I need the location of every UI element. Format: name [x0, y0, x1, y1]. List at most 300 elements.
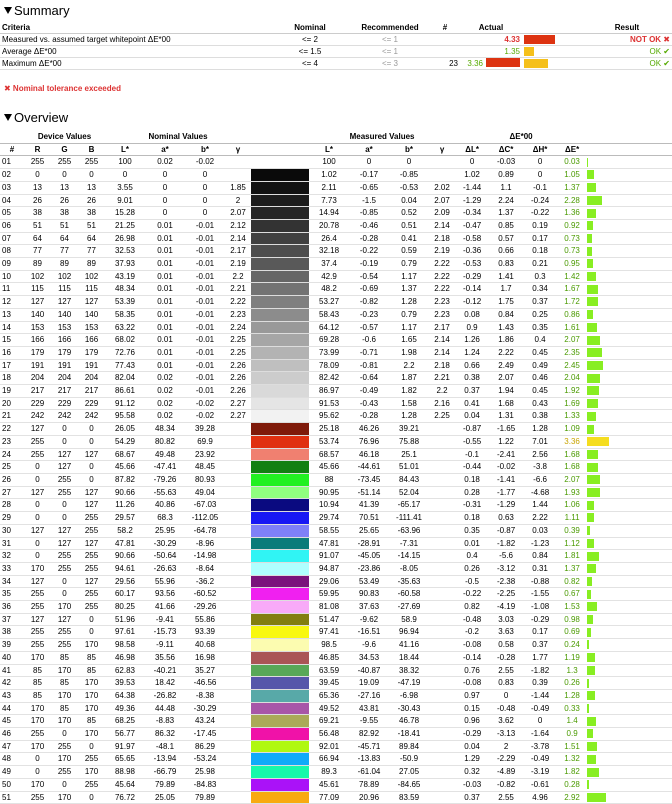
overview-col-header: #: [0, 143, 24, 156]
table-row: [0, 397, 672, 410]
measured-l: 100: [309, 156, 349, 169]
measured-b: -0.53: [389, 181, 429, 194]
delta-e: 1.51: [557, 740, 587, 753]
delta-l: -0.55: [455, 435, 489, 448]
color-swatch: [251, 270, 309, 283]
color-swatch: [251, 232, 309, 245]
measured-b: 83.59: [389, 791, 429, 804]
overview-col-header: B: [78, 143, 105, 156]
overview-table: [0, 131, 672, 804]
delta-h: 1.44: [523, 499, 557, 512]
measured-a: -40.87: [349, 664, 389, 677]
delta-l: -0.87: [455, 423, 489, 436]
delta-e-bar-cell: [587, 588, 672, 601]
nominal-l: 58.2: [105, 524, 145, 537]
patch-number: 06: [0, 219, 24, 232]
delta-e: 1.53: [557, 601, 587, 614]
device-b: 26: [78, 194, 105, 207]
measured-l: 1.02: [309, 169, 349, 182]
nominal-a: 0.01: [145, 270, 185, 283]
overview-heading[interactable]: [0, 109, 68, 127]
nominal-gamma: 2.12: [225, 219, 251, 232]
measured-a: -0.81: [349, 359, 389, 372]
table-row: [0, 410, 672, 423]
delta-c: -2.25: [489, 588, 523, 601]
nominal-a: 40.86: [145, 499, 185, 512]
delta-e-bar: [587, 348, 602, 357]
delta-e: 1.05: [557, 169, 587, 182]
nominal-l: 62.83: [105, 664, 145, 677]
measured-a: 90.83: [349, 588, 389, 601]
nominal-b: -0.01: [185, 270, 225, 283]
measured-a: 76.96: [349, 435, 389, 448]
delta-e: 1.36: [557, 207, 587, 220]
device-b: 89: [78, 258, 105, 271]
patch-number: 32: [0, 550, 24, 563]
delta-e-bar-cell: [587, 423, 672, 436]
patch-number: 21: [0, 410, 24, 423]
overview-col-header: ΔL*: [455, 143, 489, 156]
color-swatch: [251, 181, 309, 194]
summary-recommended: <= 3: [350, 58, 430, 70]
device-g: 0: [51, 778, 78, 791]
delta-h: 0.37: [523, 639, 557, 652]
color-swatch: [251, 321, 309, 334]
device-r: 0: [24, 473, 51, 486]
measured-l: 69.21: [309, 715, 349, 728]
nominal-gamma: [225, 423, 251, 436]
color-swatch: [251, 702, 309, 715]
nominal-a: 0: [145, 194, 185, 207]
device-b: 170: [78, 689, 105, 702]
device-b: 0: [78, 169, 105, 182]
nominal-gamma: [225, 613, 251, 626]
delta-h: -0.1: [523, 181, 557, 194]
delta-h: -0.22: [523, 207, 557, 220]
nominal-a: 0.01: [145, 359, 185, 372]
nominal-b: -0.01: [185, 372, 225, 385]
delta-h: -3.8: [523, 461, 557, 474]
device-g: 255: [51, 562, 78, 575]
delta-e-bar: [587, 463, 598, 472]
device-b: 153: [78, 321, 105, 334]
device-g: 127: [51, 461, 78, 474]
device-b: 229: [78, 397, 105, 410]
summary-count: [430, 46, 460, 58]
measured-b: 2.2: [389, 359, 429, 372]
delta-c: -1.29: [489, 499, 523, 512]
device-r: 170: [24, 778, 51, 791]
device-b: 127: [78, 499, 105, 512]
summary-actual: 3.36: [460, 58, 522, 70]
patch-number: 43: [0, 689, 24, 702]
device-g: 85: [51, 702, 78, 715]
nominal-l: 49.36: [105, 702, 145, 715]
nominal-gamma: 2.24: [225, 321, 251, 334]
nominal-l: 15.28: [105, 207, 145, 220]
delta-h: 0.3: [523, 270, 557, 283]
delta-c: 1.1: [489, 181, 523, 194]
delta-e-bar: [587, 412, 596, 421]
nominal-gamma: 2: [225, 194, 251, 207]
delta-e-bar-cell: [587, 321, 672, 334]
measured-l: 91.07: [309, 550, 349, 563]
delta-l: 0: [455, 156, 489, 169]
nominal-l: 77.43: [105, 359, 145, 372]
delta-h: -0.49: [523, 702, 557, 715]
nominal-a: -47.41: [145, 461, 185, 474]
device-g: 170: [51, 715, 78, 728]
disclosure-triangle-icon[interactable]: [4, 7, 12, 14]
delta-e: 1.32: [557, 753, 587, 766]
device-r: 170: [24, 740, 51, 753]
device-r: 179: [24, 346, 51, 359]
measured-b: 1.17: [389, 321, 429, 334]
measured-b: 52.04: [389, 486, 429, 499]
nominal-l: 32.53: [105, 245, 145, 258]
delta-c: 0: [489, 689, 523, 702]
delta-e-bar-cell: [587, 270, 672, 283]
summary-criteria: Measured vs. assumed target whitepoint ΔE*00: [0, 34, 270, 46]
measured-a: -0.22: [349, 245, 389, 258]
delta-e: 2.04: [557, 372, 587, 385]
delta-l: -0.53: [455, 258, 489, 271]
delta-e-bar: [587, 742, 597, 751]
table-row: [0, 346, 672, 359]
measured-a: -0.17: [349, 169, 389, 182]
device-g: 51: [51, 219, 78, 232]
measured-b: 0.51: [389, 219, 429, 232]
nominal-a: -8.83: [145, 715, 185, 728]
table-row: [0, 562, 672, 575]
measured-gamma: 2.21: [429, 372, 455, 385]
delta-e-bar: [587, 437, 609, 446]
summary-heading[interactable]: [0, 2, 70, 20]
nominal-a: -48.1: [145, 740, 185, 753]
measured-gamma: [429, 486, 455, 499]
device-b: 102: [78, 270, 105, 283]
delta-c: -2.41: [489, 448, 523, 461]
delta-e: 1.72: [557, 296, 587, 309]
delta-h: 0.31: [523, 562, 557, 575]
nominal-b: -0.01: [185, 219, 225, 232]
device-r: 127: [24, 486, 51, 499]
device-g: 255: [51, 550, 78, 563]
delta-h: -1.64: [523, 728, 557, 741]
disclosure-triangle-icon[interactable]: [4, 114, 12, 121]
delta-h: 0.35: [523, 321, 557, 334]
nominal-gamma: [225, 435, 251, 448]
table-row: [0, 499, 672, 512]
patch-number: 34: [0, 575, 24, 588]
summary-actual-bar: [524, 59, 548, 68]
device-g: 38: [51, 207, 78, 220]
measured-l: 73.99: [309, 346, 349, 359]
measured-a: -0.65: [349, 181, 389, 194]
delta-e-bar-cell: [587, 385, 672, 398]
measured-b: -18.41: [389, 728, 429, 741]
delta-c: 2.55: [489, 664, 523, 677]
summary-result: OK ✔: [582, 58, 672, 70]
nominal-l: 80.25: [105, 601, 145, 614]
delta-c: -3.12: [489, 562, 523, 575]
delta-e-bar: [587, 539, 594, 548]
delta-h: 0.39: [523, 677, 557, 690]
measured-gamma: [429, 651, 455, 664]
measured-l: 32.18: [309, 245, 349, 258]
measured-a: -0.49: [349, 385, 389, 398]
measured-l: 69.28: [309, 334, 349, 347]
nominal-gamma: [225, 639, 251, 652]
nominal-a: 86.32: [145, 728, 185, 741]
nominal-a: 0.01: [145, 232, 185, 245]
patch-number: 10: [0, 270, 24, 283]
delta-h: 0.38: [523, 410, 557, 423]
device-b: 255: [78, 753, 105, 766]
nominal-a: 80.82: [145, 435, 185, 448]
device-b: 170: [78, 677, 105, 690]
nominal-l: 90.66: [105, 550, 145, 563]
patch-number: 42: [0, 677, 24, 690]
measured-a: 34.53: [349, 651, 389, 664]
device-g: 127: [51, 296, 78, 309]
nominal-b: 93.39: [185, 626, 225, 639]
delta-e-bar: [587, 475, 600, 484]
delta-e-bar: [587, 679, 589, 688]
overview-col-header: γ: [225, 143, 251, 156]
measured-a: -61.04: [349, 766, 389, 779]
nominal-a: 93.56: [145, 588, 185, 601]
nominal-gamma: [225, 499, 251, 512]
measured-gamma: [429, 156, 455, 169]
measured-l: 7.73: [309, 194, 349, 207]
measured-a: -45.05: [349, 550, 389, 563]
delta-e: 1.93: [557, 486, 587, 499]
delta-h: -0.49: [523, 753, 557, 766]
delta-e-bar-cell: [587, 753, 672, 766]
summary-actual-bar: [524, 47, 534, 56]
measured-l: 45.61: [309, 778, 349, 791]
nominal-a: 41.66: [145, 601, 185, 614]
delta-e-bar-cell: [587, 346, 672, 359]
delta-e: 0.82: [557, 575, 587, 588]
measured-b: 89.84: [389, 740, 429, 753]
delta-c: 0.85: [489, 219, 523, 232]
nominal-l: 90.66: [105, 486, 145, 499]
measured-a: -9.62: [349, 613, 389, 626]
device-r: 85: [24, 677, 51, 690]
delta-e: 1.37: [557, 562, 587, 575]
delta-c: 1.68: [489, 397, 523, 410]
nominal-b: 55.86: [185, 613, 225, 626]
nominal-gamma: [225, 448, 251, 461]
measured-gamma: [429, 575, 455, 588]
device-g: 0: [51, 169, 78, 182]
measured-gamma: 2.02: [429, 181, 455, 194]
delta-c: 2: [489, 740, 523, 753]
delta-e: 1.68: [557, 448, 587, 461]
delta-l: 1.02: [455, 169, 489, 182]
overview-col-header: b*: [185, 143, 225, 156]
measured-gamma: [429, 512, 455, 525]
measured-a: 25.65: [349, 524, 389, 537]
measured-l: 88: [309, 473, 349, 486]
nominal-a: 0.01: [145, 321, 185, 334]
delta-l: 0.96: [455, 715, 489, 728]
patch-number: 19: [0, 385, 24, 398]
device-g: 255: [51, 473, 78, 486]
patch-number: 30: [0, 524, 24, 537]
device-g: 0: [51, 499, 78, 512]
nominal-gamma: [225, 562, 251, 575]
table-row: [0, 613, 672, 626]
nominal-l: 29.57: [105, 512, 145, 525]
delta-h: 0.37: [523, 296, 557, 309]
patch-number: 09: [0, 258, 24, 271]
device-g: 127: [51, 524, 78, 537]
delta-h: 0.18: [523, 245, 557, 258]
color-swatch: [251, 562, 309, 575]
color-swatch: [251, 334, 309, 347]
delta-e-bar: [587, 247, 592, 256]
nominal-l: 56.77: [105, 728, 145, 741]
measured-gamma: [429, 601, 455, 614]
nominal-gamma: [225, 728, 251, 741]
measured-b: 39.21: [389, 423, 429, 436]
device-r: 229: [24, 397, 51, 410]
measured-b: -60.58: [389, 588, 429, 601]
measured-gamma: 2.14: [429, 334, 455, 347]
summary-header-row: [0, 22, 672, 34]
nominal-l: 48.34: [105, 283, 145, 296]
delta-h: 0: [523, 156, 557, 169]
device-b: 255: [78, 524, 105, 537]
color-swatch: [251, 245, 309, 258]
measured-b: 38.32: [389, 664, 429, 677]
nominal-b: 25.98: [185, 766, 225, 779]
table-row: [0, 245, 672, 258]
color-swatch: [251, 283, 309, 296]
delta-l: -0.1: [455, 448, 489, 461]
measured-a: 0: [349, 156, 389, 169]
nominal-a: 0: [145, 169, 185, 182]
measured-b: -63.96: [389, 524, 429, 537]
nominal-l: 87.82: [105, 473, 145, 486]
device-r: 0: [24, 537, 51, 550]
delta-e-bar-cell: [587, 232, 672, 245]
nominal-b: 79.89: [185, 791, 225, 804]
delta-c: -4.89: [489, 766, 523, 779]
measured-gamma: [429, 613, 455, 626]
table-row: [0, 308, 672, 321]
measured-l: 68.57: [309, 448, 349, 461]
nominal-a: 0: [145, 207, 185, 220]
delta-c: -0.28: [489, 651, 523, 664]
delta-h: 0.43: [523, 397, 557, 410]
delta-e-bar: [587, 374, 600, 383]
delta-h: -0.88: [523, 575, 557, 588]
nominal-b: -29.26: [185, 601, 225, 614]
nominal-l: 3.55: [105, 181, 145, 194]
measured-b: 1.37: [389, 283, 429, 296]
color-swatch: [251, 423, 309, 436]
measured-gamma: [429, 448, 455, 461]
delta-l: 1.24: [455, 346, 489, 359]
summary-col-bar: [522, 22, 582, 34]
measured-gamma: [429, 435, 455, 448]
nominal-b: -0.01: [185, 245, 225, 258]
nominal-l: 63.22: [105, 321, 145, 334]
nominal-a: -15.73: [145, 626, 185, 639]
patch-number: 28: [0, 499, 24, 512]
nominal-b: -17.45: [185, 728, 225, 741]
device-g: 127: [51, 537, 78, 550]
table-row: [0, 359, 672, 372]
device-g: 85: [51, 651, 78, 664]
measured-l: 59.95: [309, 588, 349, 601]
color-swatch: [251, 346, 309, 359]
delta-e: 2.92: [557, 791, 587, 804]
patch-number: 41: [0, 664, 24, 677]
device-b: 217: [78, 385, 105, 398]
device-g: 166: [51, 334, 78, 347]
nominal-l: 45.64: [105, 778, 145, 791]
group-nominal-values: Nominal Values: [105, 131, 251, 143]
device-b: 127: [78, 448, 105, 461]
summary-result: NOT OK ✖: [582, 34, 672, 46]
measured-b: 27.05: [389, 766, 429, 779]
nominal-gamma: 2.21: [225, 283, 251, 296]
measured-l: 39.45: [309, 677, 349, 690]
delta-e: 2.07: [557, 473, 587, 486]
nominal-gamma: 2.17: [225, 245, 251, 258]
delta-h: 0.17: [523, 626, 557, 639]
delta-h: 0.45: [523, 385, 557, 398]
delta-e-bar-cell: [587, 524, 672, 537]
measured-l: 97.41: [309, 626, 349, 639]
nominal-b: 48.45: [185, 461, 225, 474]
delta-c: -2.38: [489, 575, 523, 588]
nominal-b: -0.01: [185, 258, 225, 271]
overview-col-header: a*: [145, 143, 185, 156]
delta-e-bar: [587, 361, 603, 370]
device-r: 170: [24, 562, 51, 575]
measured-l: 45.66: [309, 461, 349, 474]
table-row: [0, 258, 672, 271]
measured-b: 1.17: [389, 270, 429, 283]
summary-actual: 1.35: [460, 46, 522, 58]
measured-l: 25.18: [309, 423, 349, 436]
measured-gamma: [429, 715, 455, 728]
delta-e-bar: [587, 272, 596, 281]
measured-a: 70.51: [349, 512, 389, 525]
delta-e: 0.33: [557, 702, 587, 715]
nominal-l: 100: [105, 156, 145, 169]
color-swatch: [251, 219, 309, 232]
nominal-b: -64.78: [185, 524, 225, 537]
delta-e-bar: [587, 577, 592, 586]
delta-e: 1.42: [557, 270, 587, 283]
overview-col-header: a*: [349, 143, 389, 156]
overview-col-header: L*: [309, 143, 349, 156]
nominal-b: -0.01: [185, 334, 225, 347]
group-measured-values: Measured Values: [309, 131, 455, 143]
delta-h: -1.08: [523, 601, 557, 614]
device-g: 89: [51, 258, 78, 271]
measured-gamma: [429, 766, 455, 779]
nominal-b: 23.92: [185, 448, 225, 461]
measured-b: 1.98: [389, 346, 429, 359]
